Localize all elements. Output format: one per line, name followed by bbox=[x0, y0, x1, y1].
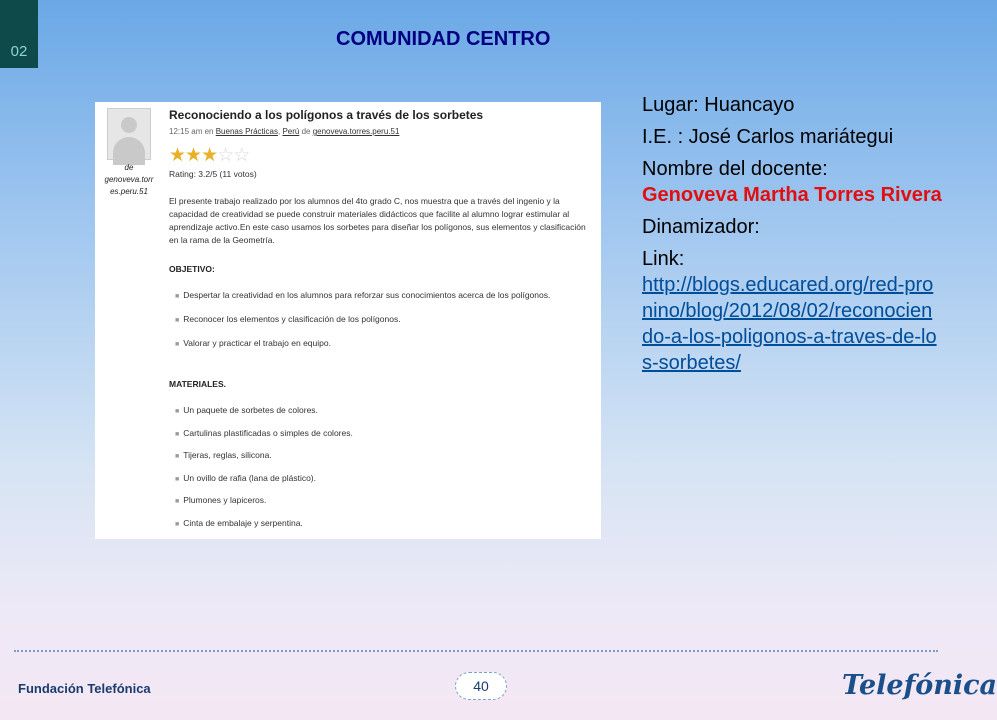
author-side bbox=[103, 162, 155, 198]
info-panel bbox=[642, 92, 942, 382]
docente-block bbox=[642, 156, 942, 208]
slide-title: COMUNIDAD CENTRO bbox=[336, 28, 551, 50]
post-description: El presente trabajo realizado por los alumnos del 4to grado C, nos muestra que a través del ingenio y la capacidad de creatividad se puede construir materiales didácticos que facilite al alumno lograr estimular al aprendizaje activo.En este caso usamos los sorbetes para diseñar los polígonos, sus elementos y clasificación en la rama de la Geometría. bbox=[169, 196, 586, 245]
link-block bbox=[642, 246, 942, 376]
star-icon[interactable]: ☆ bbox=[217, 145, 234, 166]
materiales-list bbox=[175, 405, 585, 540]
rating-stars[interactable] bbox=[169, 146, 249, 166]
star-icon[interactable]: ★ bbox=[185, 145, 202, 166]
list-item: ■ Valorar y practicar el trabajo en equipo. bbox=[175, 338, 331, 348]
category-link-1[interactable]: Buenas Prácticas bbox=[215, 127, 278, 136]
footer-org: Fundación Telefónica bbox=[18, 681, 151, 696]
link-label: Link: bbox=[642, 248, 685, 270]
telefonica-logo: Telefónica bbox=[842, 670, 997, 701]
docente-label: Nombre del docente: bbox=[642, 158, 828, 180]
category-link-2[interactable]: Perú bbox=[282, 127, 300, 136]
objetivo-list bbox=[175, 289, 585, 361]
post-meta: 12:15 am en Buenas Prácticas, Perú de genoveva.torres.peru.51 bbox=[169, 127, 400, 136]
list-item: ■ Un paquete de sorbetes de colores. bbox=[175, 405, 318, 415]
list-item: ■ Cinta de embalaje y serpentina. bbox=[175, 517, 303, 528]
post-time: 12:15 am en bbox=[169, 127, 214, 136]
list-item: ■ Un ovillo de rafia (lana de plástico). bbox=[175, 472, 316, 483]
list-item: ■ Plumones y lapiceros. bbox=[175, 495, 267, 505]
star-icon[interactable]: ☆ bbox=[233, 145, 250, 166]
author-side-name: genoveva.torres.peru.51 bbox=[104, 175, 154, 196]
list-item: ■ Cartulinas plastificadas o simples de colores. bbox=[175, 427, 353, 438]
author-side-prefix: de bbox=[124, 163, 134, 172]
ie-text: I.E. : José Carlos mariátegui bbox=[642, 126, 894, 148]
footer-divider bbox=[14, 650, 938, 652]
list-item: ■ Despertar la creatividad en los alumnos para reforzar sus conocimientos acerca de los polígonos. bbox=[175, 290, 551, 300]
star-icon[interactable]: ★ bbox=[169, 145, 186, 166]
post-title[interactable]: Reconociendo a los polígonos a través de los sorbetes bbox=[169, 108, 484, 122]
list-item: ■ Reconocer los elementos y clasificación de los polígonos. bbox=[175, 314, 401, 324]
objetivo-heading: OBJETIVO: bbox=[169, 264, 215, 274]
docente-name: Genoveva Martha Torres Rivera bbox=[642, 184, 942, 206]
rating-text: Rating: 3.2/5 (11 votos) bbox=[169, 169, 257, 179]
dinamizador-text: Dinamizador: bbox=[642, 216, 760, 238]
star-icon[interactable]: ★ bbox=[201, 145, 218, 166]
blog-link[interactable]: http://blogs.educared.org/red-pronino/blog/2012/08/02/reconociendo-a-los-poligonos-a-traves-de-los-sorbetes/ bbox=[642, 274, 937, 374]
blog-post-screenshot bbox=[95, 102, 601, 539]
materiales-heading: MATERIALES. bbox=[169, 379, 226, 389]
slide-number: 02 bbox=[0, 0, 38, 68]
author-link[interactable]: genoveva.torres.peru.51 bbox=[312, 127, 400, 136]
avatar bbox=[107, 108, 151, 160]
lugar-text: Lugar: Huancayo bbox=[642, 94, 795, 116]
list-item: ■ Tijeras, reglas, silicona. bbox=[175, 450, 272, 460]
page-number: 40 bbox=[455, 672, 507, 700]
